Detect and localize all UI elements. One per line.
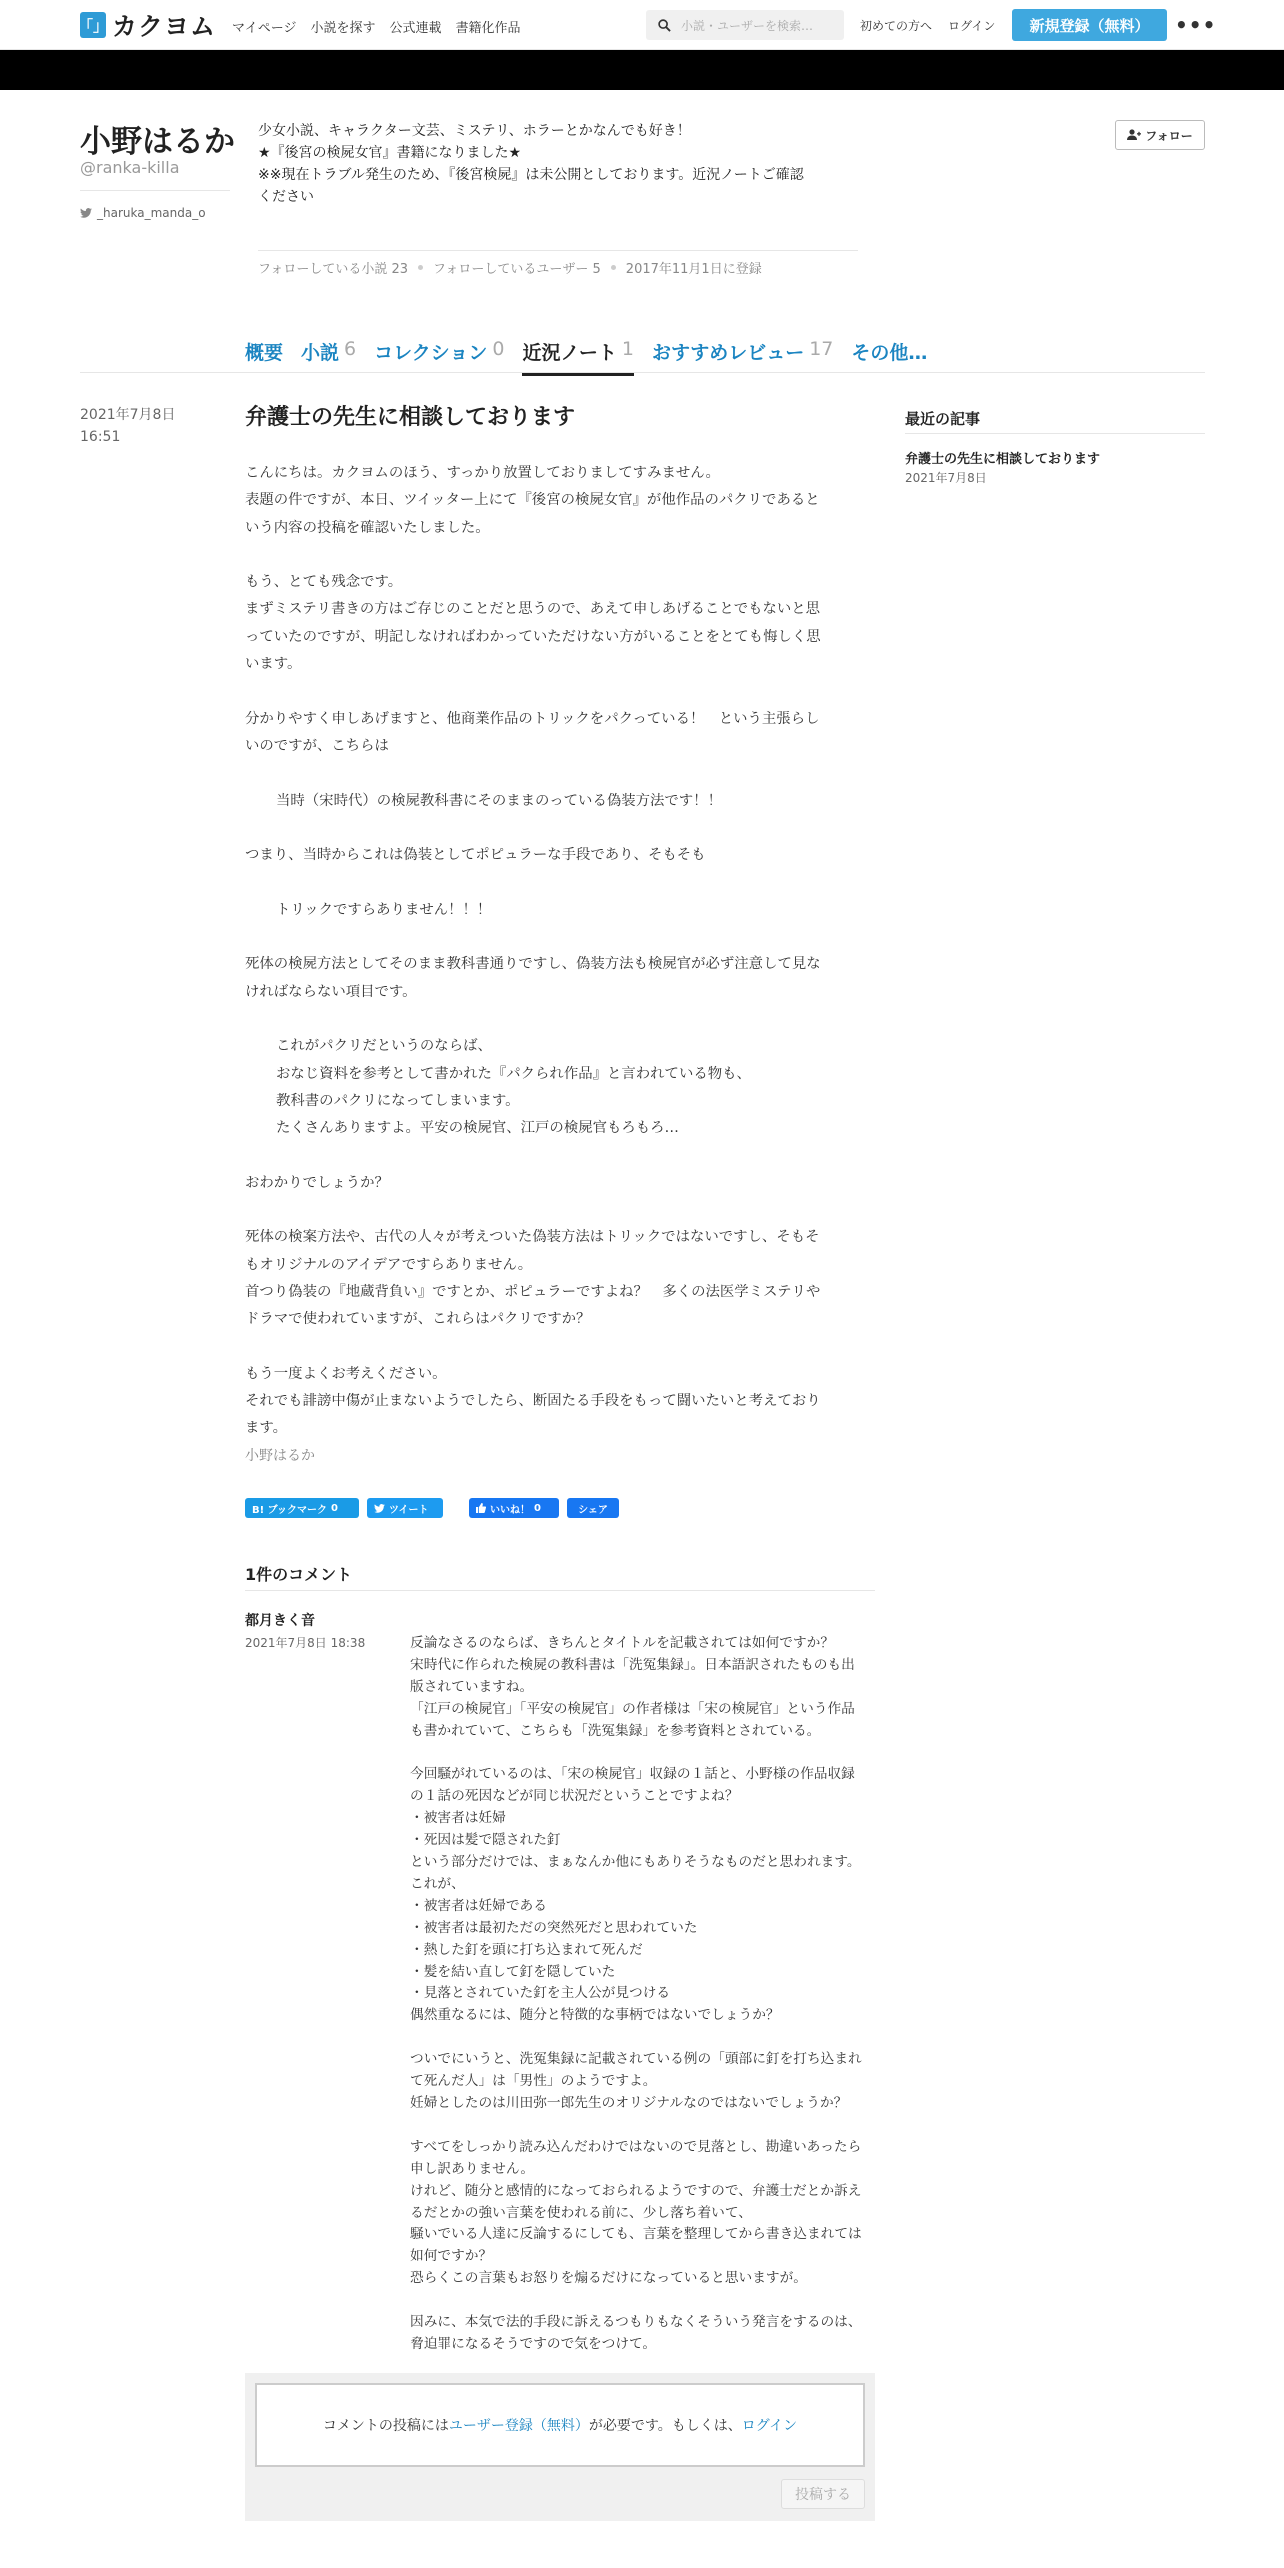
- article-paragraph: [245, 815, 855, 842]
- tweet-label: ツイート: [389, 1504, 429, 1516]
- sidebar-heading: 最近の記事: [905, 410, 981, 428]
- comment-author[interactable]: 都月きく音: [245, 1613, 315, 1629]
- hatena-count: 0: [330, 1502, 338, 1514]
- comment-line: ・被害者は妊婦: [410, 1810, 506, 1827]
- article-paragraph: ドラマで使われていますが、これらはパクリですか？: [245, 1311, 591, 1328]
- comment-line: ・見落とされていた釘を主人公が見つける: [410, 1985, 671, 2002]
- tab-label: 小説: [301, 342, 340, 364]
- tab-other[interactable]: [851, 338, 927, 376]
- tab-count: 1: [621, 338, 634, 360]
- comment-line: ・髪を結い直して釘を隠していた: [410, 1963, 616, 1980]
- nav-search-novels[interactable]: 小説を探す: [310, 21, 376, 36]
- comment-date: 2021年7月8日 18:38: [245, 1636, 366, 1650]
- link-login[interactable]: ログイン: [948, 19, 996, 33]
- twitter-icon: [374, 1504, 385, 1513]
- follow-button[interactable]: [1115, 120, 1205, 150]
- comment-body: [410, 1633, 875, 2356]
- search-icon: [658, 19, 671, 32]
- article-paragraph: つまり、当時からこれは偽装としてポピュラーな手段であり、そもそも: [245, 847, 706, 864]
- comment-line: るだとかの強い言葉を使われる前に、少し落ち着いて、: [410, 2204, 752, 2221]
- prompt-prefix: コメントの投稿には: [322, 2418, 449, 2434]
- article-datetime: [80, 404, 175, 448]
- comment-line: 恐らくこの言葉もお怒りを煽るだけになっていると思いますが。: [410, 2270, 807, 2287]
- nav-books[interactable]: 書籍化作品: [455, 21, 521, 36]
- hatena-label: B! ブックマーク: [252, 1504, 327, 1516]
- article-paragraph: [245, 1334, 855, 1361]
- comment-line: ついでにいうと、洗冤集録に記載されている例の「頭部に釘を打ち込まれ: [410, 2051, 862, 2068]
- twitter-link[interactable]: [80, 206, 206, 220]
- tab-novels[interactable]: [301, 338, 356, 376]
- article-date: 2021年7月8日: [80, 407, 176, 423]
- tab-label: 概要: [245, 342, 284, 364]
- tab-count: 17: [809, 338, 834, 360]
- article-paragraph: それでも誹謗中傷が止まないようでしたら、断固たる手段をもって闘いたいと考えており: [245, 1393, 821, 1410]
- recent-article-date: 2021年7月8日: [905, 471, 987, 485]
- comment-line: [410, 2290, 875, 2312]
- article-paragraph: [245, 924, 855, 951]
- prompt-middle: が必要です。もしくは、: [588, 2418, 742, 2434]
- search-input[interactable]: [646, 10, 844, 40]
- article-paragraph: [245, 1142, 855, 1169]
- article-paragraph: 表題の件ですが、本日、ツイッター上にて『後宮の検屍女官』が他作品のパクリであると: [245, 492, 820, 509]
- comment-login-prompt: [255, 2383, 865, 2467]
- comment-line: ・被害者は妊婦である: [410, 1897, 547, 1914]
- article-paragraph: [245, 542, 855, 569]
- article-paragraph: 首つり偽装の『地蔵背負い』ですとか、ポピュラーですよね？ 多くの法医学ミステリや: [245, 1283, 821, 1300]
- comment-line: 脅迫罪になるそうですので気をつけて。: [410, 2335, 657, 2352]
- article-paragraph: いう内容の投稿を確認いたしました。: [245, 519, 490, 536]
- follow-label: フォロー: [1145, 128, 1193, 143]
- header-links: [860, 17, 995, 34]
- profile-meta-divider: [258, 250, 858, 251]
- separator-dot: [611, 265, 616, 270]
- signup-link[interactable]: ユーザー登録（無料）: [448, 2418, 589, 2434]
- profile-bio: [258, 120, 858, 208]
- comment-line: 版されていますね。: [410, 1678, 534, 1695]
- article-paragraph: もう一度よくお考えください。: [245, 1365, 447, 1382]
- following-novels-link[interactable]: フォローしている小説 23: [258, 262, 409, 277]
- article-time: 16:51: [80, 429, 121, 445]
- comment-line: [410, 2115, 875, 2137]
- like-count: 0: [534, 1502, 541, 1514]
- comment-line: という部分だけでは、まぁなんか他にもありそうなものだと思われます。: [410, 1854, 861, 1871]
- bio-line: ください: [258, 189, 314, 205]
- article-paragraph: トリックですらありません！！！: [276, 901, 492, 918]
- article-paragraph: いのですが、こちらは: [245, 737, 389, 754]
- more-menu-icon[interactable]: •••: [1175, 13, 1217, 37]
- article-paragraph: [245, 760, 855, 787]
- twitter-icon: [80, 208, 92, 218]
- article-paragraph: これがパクリだというのならば、: [276, 1038, 492, 1055]
- comment-line: 反論なさるのならば、きちんとタイトルを記載されては如何ですか？: [410, 1635, 835, 1651]
- comment-line: すべてをしっかり読み込んだわけではないので見落とし、勘違いあったら: [410, 2138, 862, 2155]
- comment-form: [245, 2373, 875, 2521]
- comment-line: 因みに、本気で法的手段に訴えるつもりもなくそういう発言をするのは、: [410, 2314, 862, 2331]
- comment-line: ・熱した釘を頭に打ち込まれて死んだ: [410, 1941, 643, 1958]
- profile-banner: [0, 50, 1284, 90]
- article-paragraph: 教科書のパクリになってしまいます。: [276, 1092, 520, 1109]
- tab-label: 近況ノート: [522, 342, 617, 364]
- article-paragraph: おわかりでしょうか？: [245, 1174, 389, 1191]
- profile-name: 小野はるか: [80, 124, 235, 160]
- twitter-handle: _haruka_manda_o: [97, 206, 206, 220]
- comment-line: 偶然重なるには、随分と特徴的な事柄ではないでしょうか？: [410, 2007, 780, 2024]
- article-paragraph: ます。: [245, 1420, 288, 1437]
- article-title: 弁護士の先生に相談しております: [245, 405, 576, 430]
- registration-date: 2017年11月1日に登録: [625, 262, 762, 277]
- link-beginners[interactable]: 初めての方へ: [860, 19, 933, 33]
- article-paragraph: もオリジナルのアイデアですらありません。: [245, 1256, 533, 1273]
- article-paragraph: 当時（宋時代）の検屍教科書にそのままのっている偽装方法です！！: [276, 792, 722, 809]
- comment-line: 「江戸の検屍官」「平安の検屍官」の作者様は「宋の検屍官」という作品: [410, 1700, 855, 1717]
- global-nav: [232, 17, 521, 36]
- site-logo[interactable]: [80, 10, 216, 40]
- tab-label: コレクション: [374, 342, 488, 364]
- tab-reviews[interactable]: [652, 338, 833, 376]
- comment-line: 騒いでいる人達に反論するにしても、言葉を整理してから書き込まれては: [410, 2226, 862, 2243]
- global-header: [0, 0, 1284, 50]
- profile-meta: [258, 258, 762, 277]
- article-paragraph: [245, 869, 855, 896]
- tab-count: 6: [344, 338, 357, 360]
- tabs-divider: [80, 372, 1205, 373]
- bio-line: ※※現在トラブル発生のため、『後宮検屍』は未公開としております。近況ノートご確認: [258, 167, 804, 183]
- comment-line: [410, 2027, 875, 2049]
- profile-handle: @ranka-killa: [80, 158, 180, 177]
- tab-news[interactable]: [522, 338, 634, 376]
- comment-line: ・死因は髪で隠された釘: [410, 1832, 561, 1849]
- nav-mypage[interactable]: マイページ: [232, 21, 297, 36]
- article-paragraph: [245, 1197, 855, 1224]
- comment-line: 今回騒がれているのは、「宋の検屍官」収録の１話と、小野様の作品収録: [410, 1766, 855, 1783]
- comment-line: ・被害者は最初ただの突然死だと思われていた: [410, 1919, 698, 1936]
- tab-label: その他…: [851, 342, 928, 364]
- comment-line: 如何ですか？: [410, 2248, 493, 2265]
- article-paragraph: [245, 678, 855, 705]
- facebook-share-button[interactable]: シェア: [567, 1498, 619, 1518]
- article-paragraph: 分かりやすく申しあげますと、他商業作品のトリックをパクっている！ という主張らし: [245, 710, 820, 727]
- nav-official[interactable]: 公式連載: [389, 21, 442, 36]
- article-body: [245, 460, 855, 1443]
- comment-line: これが、: [410, 1875, 465, 1892]
- article-paragraph: たくさんありますよ。平安の検屍官、江戸の検屍官もろもろ…: [276, 1120, 679, 1137]
- comment-line: [410, 1743, 875, 1765]
- login-link[interactable]: ログイン: [741, 2418, 798, 2434]
- comment-line: の１話の死因などが同じ状況だということですよね？: [410, 1788, 739, 1805]
- search-placeholder: 小説・ユーザーを検索…: [681, 18, 814, 33]
- hatena-bookmark-button[interactable]: [245, 1498, 359, 1518]
- sidebar-divider: [905, 433, 1205, 434]
- article-paragraph: います。: [245, 656, 302, 673]
- comment-line: 宋時代に作られた検屍の教科書は「洗冤集録」。日本語訳されたものも出: [410, 1656, 855, 1673]
- tab-count: 0: [492, 338, 505, 360]
- article-paragraph: ければならない項目です。: [245, 983, 417, 1000]
- logo-mark: 「」: [80, 12, 106, 38]
- thumbs-up-icon: [476, 1503, 486, 1513]
- bio-line: 少女小説、キャラクター文芸、ミステリ、ホラーとかなんでも好き！: [258, 123, 691, 139]
- facebook-like-button[interactable]: [469, 1498, 559, 1518]
- like-label: いいね！: [490, 1504, 530, 1516]
- comments-heading: 1件のコメント: [245, 1565, 353, 1584]
- share-buttons: [245, 1498, 619, 1518]
- comment-line: けれど、随分と感情的になっておられるようですので、弁護士だとか訴え: [410, 2182, 862, 2199]
- article-author: 小野はるか: [245, 1448, 315, 1464]
- comments-divider: [245, 1590, 875, 1591]
- comment-line: 申し訳ありません。: [410, 2160, 535, 2177]
- tweet-button[interactable]: [367, 1498, 443, 1518]
- logo-text: カクヨム: [112, 12, 217, 41]
- article-paragraph: おなじ資料を参考として書かれた『パクられ作品』と言われている物も、: [276, 1065, 751, 1082]
- article-paragraph: こんにちは。カクヨムのほう、すっかり放置しておりましてすみません。: [245, 465, 720, 481]
- recent-article-link[interactable]: 弁護士の先生に相談しております: [905, 452, 1101, 467]
- profile-tabs: [245, 338, 927, 376]
- tab-label: おすすめレビュー: [652, 342, 805, 364]
- article-paragraph: 死体の検案方法や、古代の人々が考えついた偽装方法はトリックではないですし、そもそ: [245, 1229, 820, 1246]
- comment-line: も書かれていて、こちらも「洗冤集録」を参考資料とされている。: [410, 1722, 821, 1739]
- comment-line: 妊婦としたのは川田弥一郎先生のオリジナルなのではないでしょうか？: [410, 2095, 848, 2111]
- signup-button[interactable]: 新規登録（無料）: [1012, 9, 1167, 41]
- article-paragraph: っていたのですが、明記しなければわかっていただけない方がいることをとても悔しく思: [245, 628, 821, 645]
- article-paragraph: もう、とても残念です。: [245, 574, 403, 591]
- submit-comment-button[interactable]: 投稿する: [781, 2479, 865, 2509]
- profile-divider: [80, 190, 230, 191]
- article-paragraph: [245, 1006, 855, 1033]
- article-paragraph: 死体の検屍方法としてそのまま教科書通りですし、偽装方法も検屍官が必ず注意して見な: [245, 956, 821, 973]
- tab-overview[interactable]: [245, 338, 283, 376]
- comment-line: て死んだ人」は「男性」のようですよ。: [410, 2073, 657, 2090]
- article-paragraph: まずミステリ書きの方はご存じのことだと思うので、あえて申しあげることでもないと思: [245, 601, 821, 618]
- following-users-link[interactable]: フォローしているユーザー 5: [433, 262, 601, 277]
- add-user-icon: [1127, 129, 1141, 141]
- separator-dot: [418, 265, 423, 270]
- tab-collections[interactable]: [374, 338, 504, 376]
- bio-line: ★『後宮の検屍女官』書籍になりました★: [258, 145, 522, 161]
